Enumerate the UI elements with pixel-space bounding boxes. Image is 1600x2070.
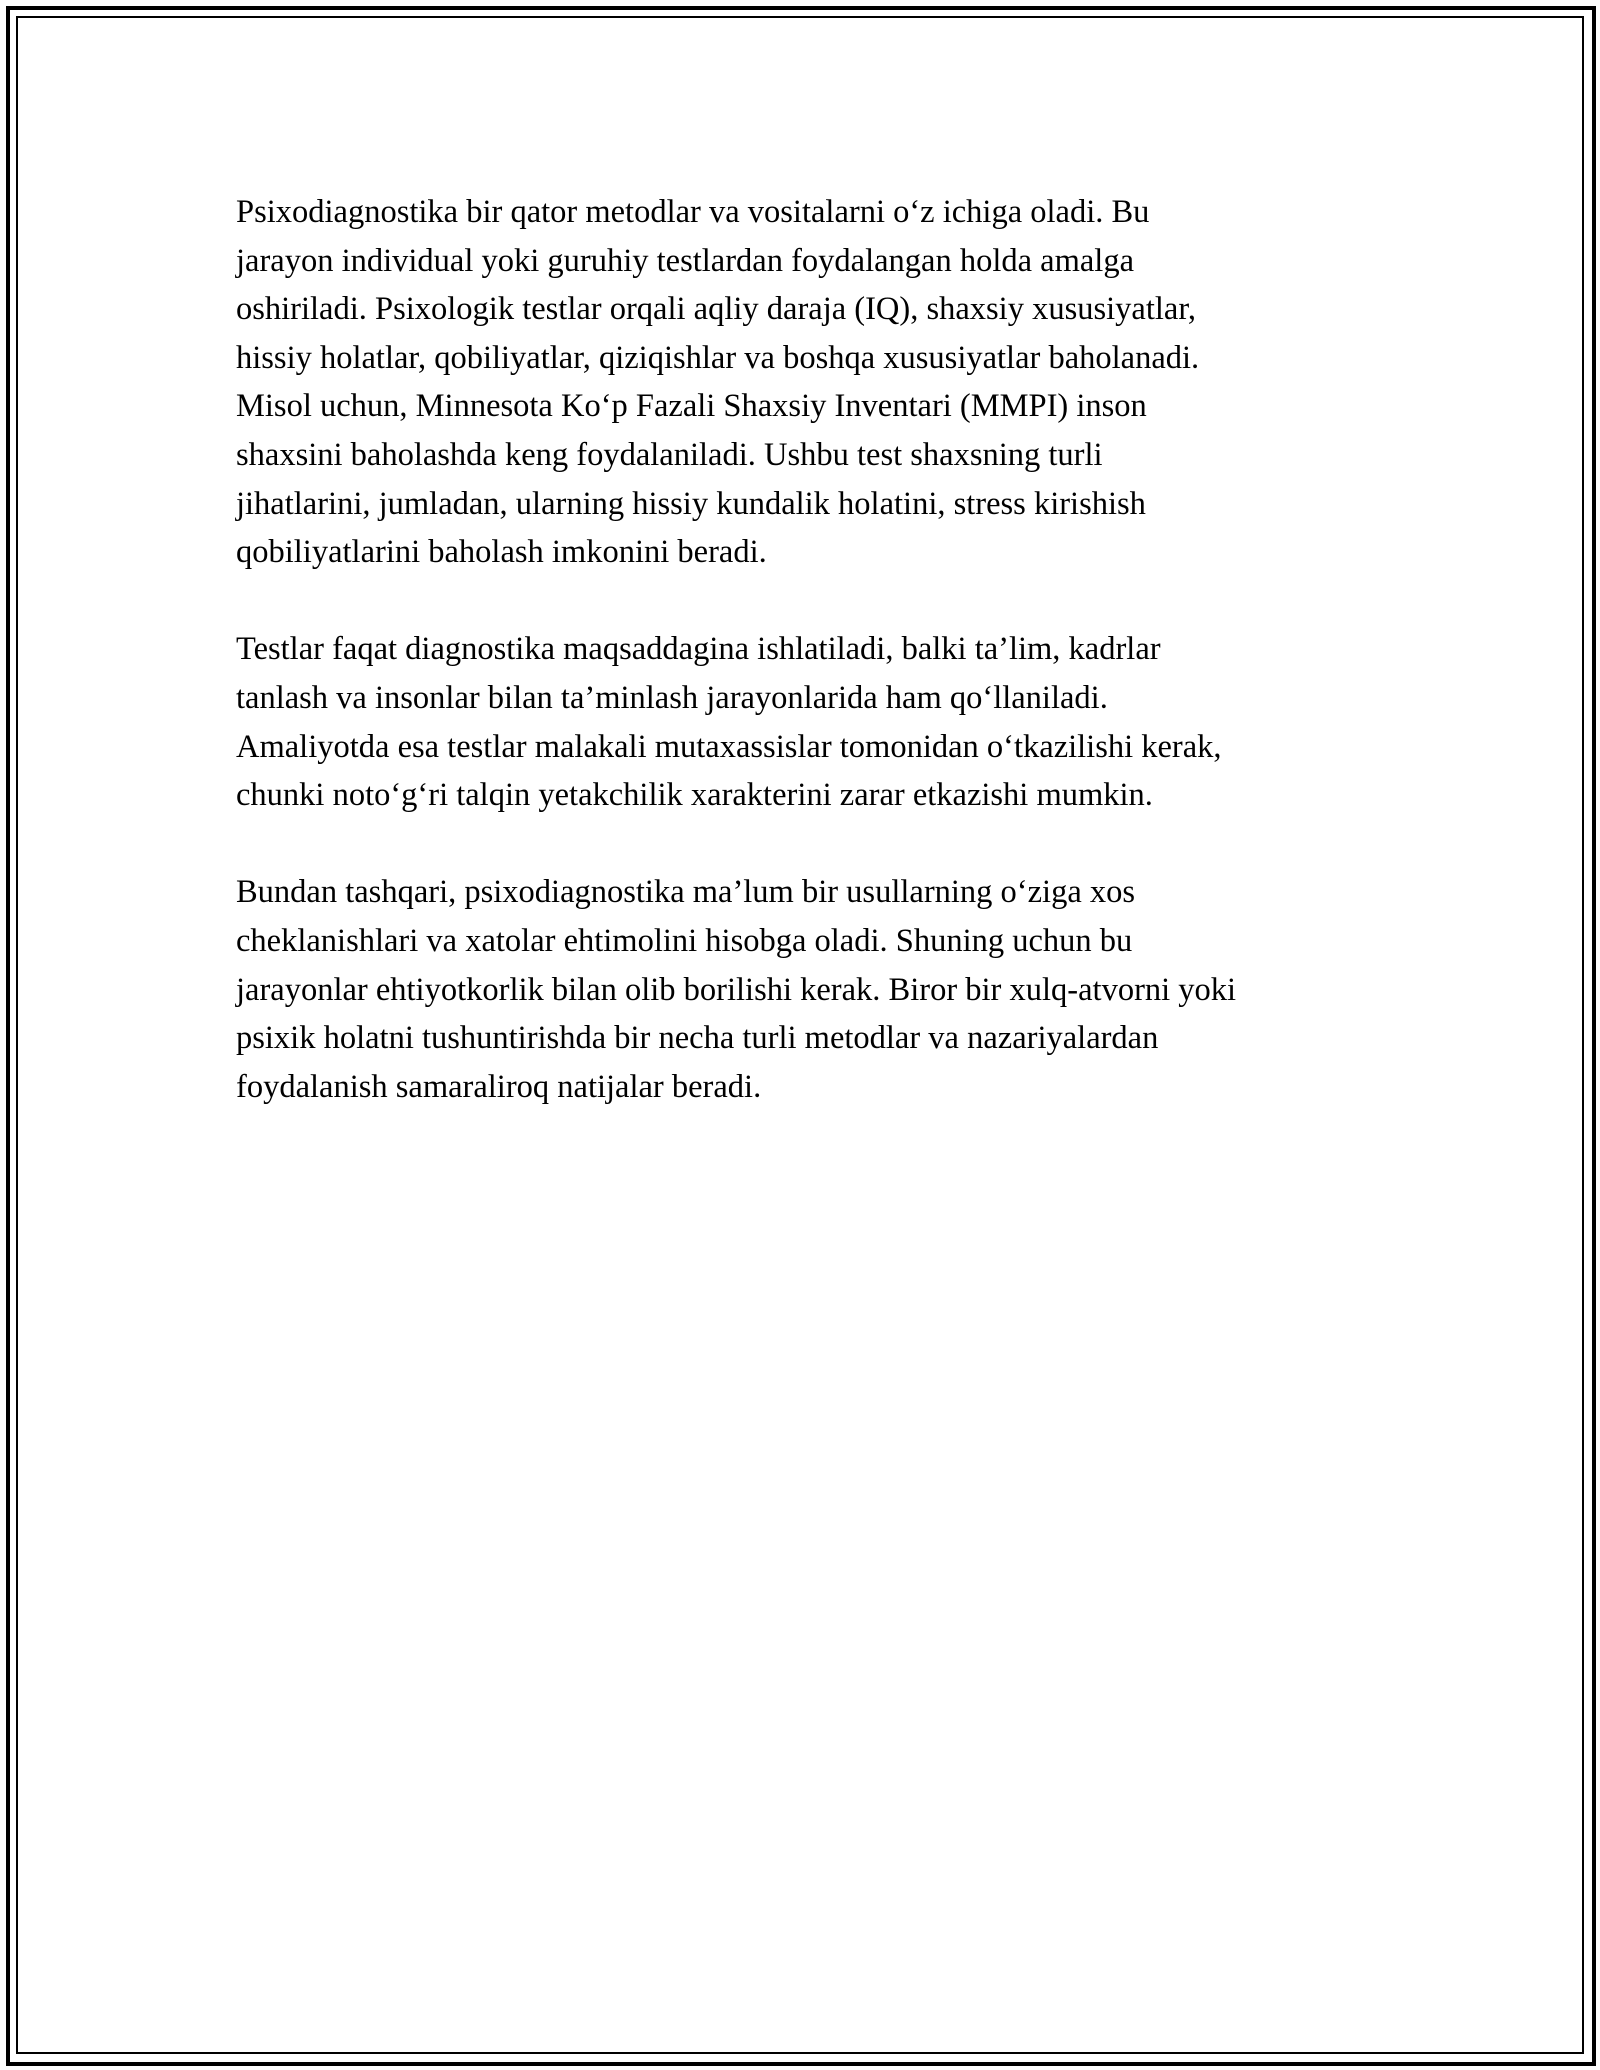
text-line: tanlash va insonlar bilan ta’minlash jarayonlarida ham qo‘llaniladi. (236, 679, 1108, 716)
text-line: jarayonlar ehtiyotkorlik bilan olib borilishi kerak. Biror bir xulq-atvorni yoki (236, 971, 1237, 1008)
text-line: oshiriladi. Psixologik testlar orqali aqliy daraja (IQ), shaxsiy xususiyatlar, (236, 291, 1196, 328)
paragraph-1 (236, 188, 1376, 577)
document-body (236, 188, 1376, 1160)
text-line: Testlar faqat diagnostika maqsaddagina ishlatiladi, balki ta’lim, kadrlar (236, 631, 1161, 668)
text-line: jihatlarini, jumladan, ularning hissiy kundalik holatini, stress kirishish (236, 485, 1146, 522)
text-line: hissiy holatlar, qobiliyatlar, qiziqishlar va boshqa xususiyatlar baholanadi. (236, 339, 1200, 376)
text-line: shaxsini baholashda keng foydalaniladi. Ushbu test shaxsning turli (236, 436, 1103, 473)
text-line: chunki noto‘g‘ri talqin yetakchilik xarakterini zarar etkazishi mumkin. (236, 777, 1153, 814)
text-line: Bundan tashqari, psixodiagnostika ma’lum bir usullarning o‘ziga xos (236, 874, 1136, 911)
paragraph-2 (236, 625, 1376, 819)
text-line: Misol uchun, Minnesota Ko‘p Fazali Shaxsiy Inventari (MMPI) inson (236, 388, 1147, 425)
text-line: jarayon individual yoki guruhiy testlardan foydalangan holda amalga (236, 242, 1135, 279)
text-line: Psixodiagnostika bir qator metodlar va vositalarni o‘z ichiga oladi. Bu (236, 194, 1150, 230)
paragraph-3 (236, 868, 1376, 1111)
text-line: foydalanish samaraliroq natijalar beradi. (236, 1068, 762, 1105)
text-line: psixik holatni tushuntirishda bir necha turli metodlar va nazariyalardan (236, 1020, 1159, 1057)
text-line: Amaliyotda esa testlar malakali mutaxassislar tomonidan o‘tkazilishi kerak, (236, 728, 1222, 765)
text-line: qobiliyatlarini baholash imkonini beradi. (236, 534, 767, 571)
text-line: cheklanishlari va xatolar ehtimolini hisobga oladi. Shuning uchun bu (236, 922, 1133, 959)
